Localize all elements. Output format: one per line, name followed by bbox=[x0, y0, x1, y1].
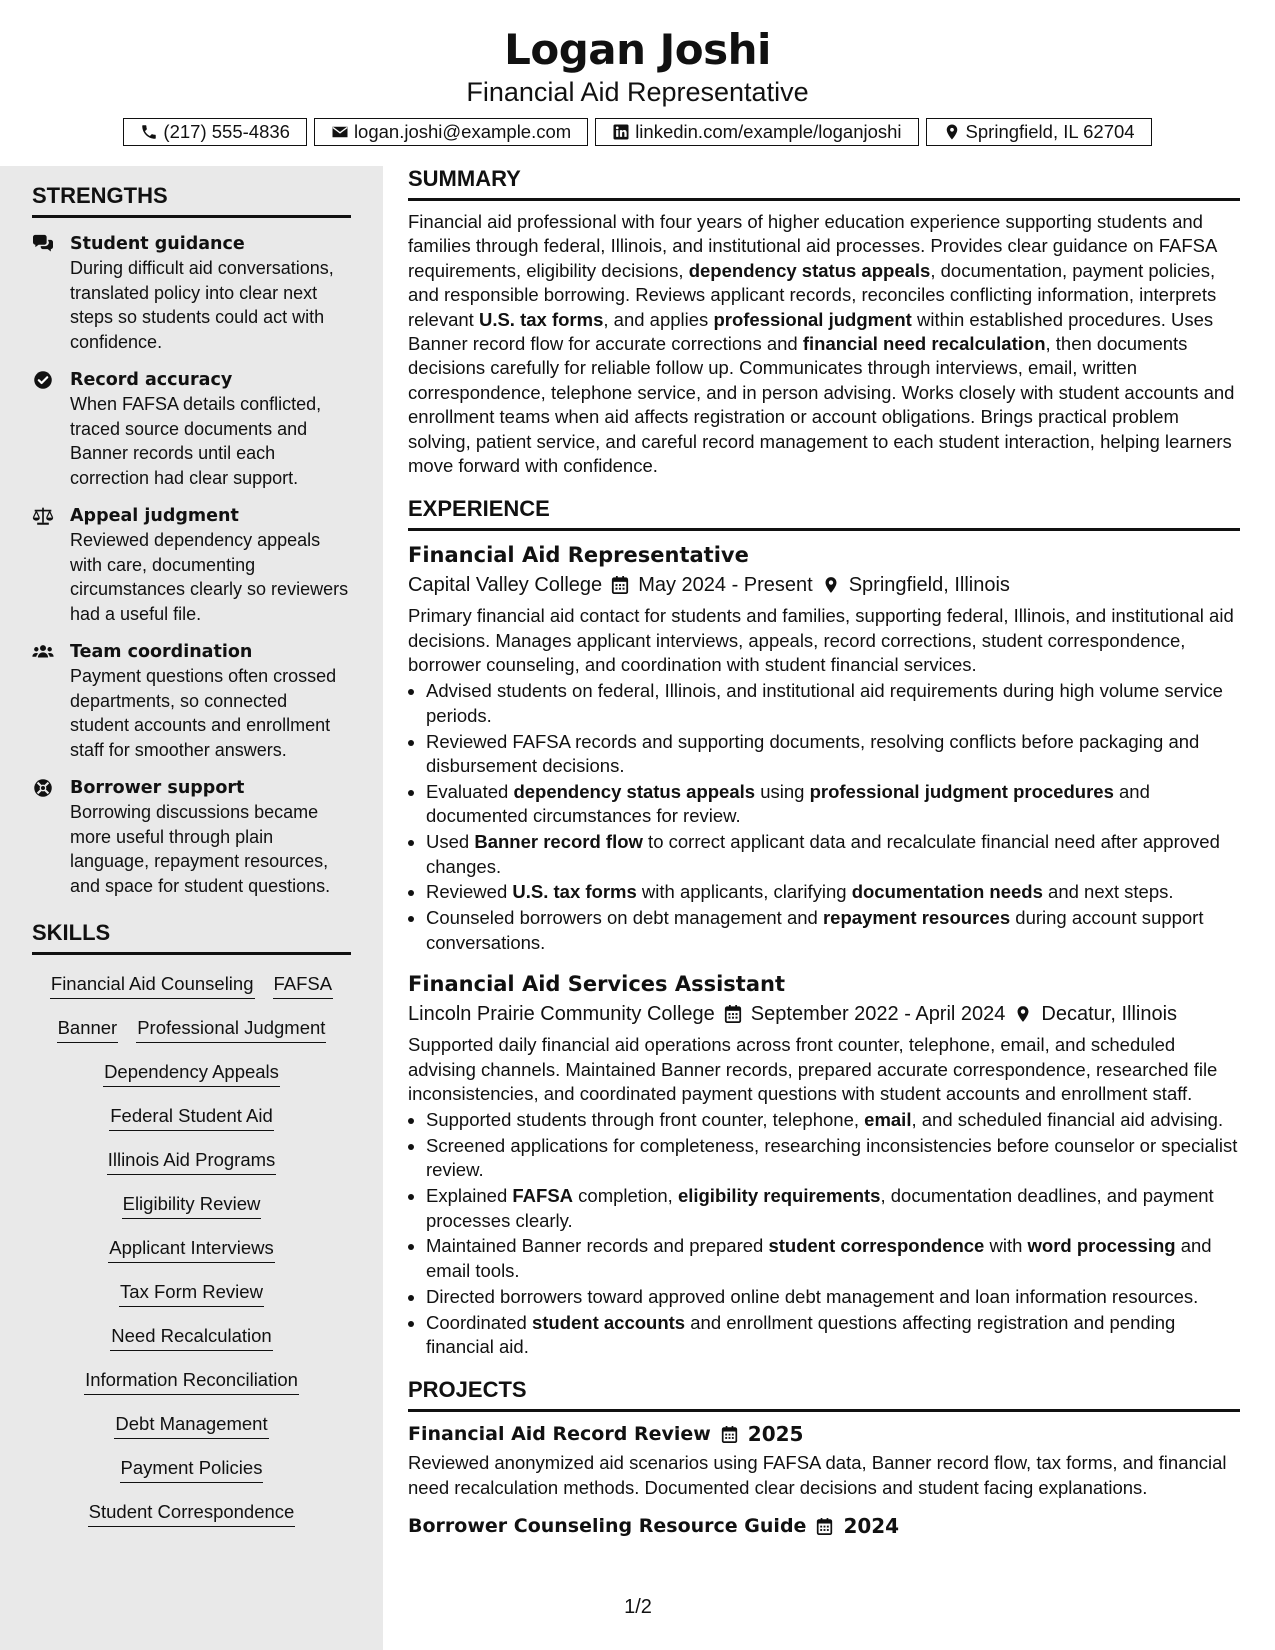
text-run: with bbox=[984, 1235, 1028, 1257]
strength-description: Payment questions often crossed departments, so connected student accounts and enrollment staff for smoother answers. bbox=[70, 666, 337, 760]
text-run: Counseled borrowers on debt management and bbox=[426, 907, 823, 929]
job-dates: May 2024 - Present bbox=[638, 574, 813, 597]
text-run: Used bbox=[426, 831, 475, 853]
contact-location-text: Springfield, IL 62704 bbox=[965, 121, 1135, 142]
job-meta bbox=[408, 999, 1240, 1029]
contact-linkedin[interactable] bbox=[595, 118, 918, 146]
strength-body bbox=[70, 640, 351, 762]
job-bullets bbox=[408, 679, 1240, 955]
skill-tag: Information Reconciliation bbox=[84, 1368, 299, 1395]
job-entry bbox=[408, 969, 1240, 1359]
project-header bbox=[408, 1512, 1240, 1540]
skill-tag: Federal Student Aid bbox=[109, 1104, 274, 1131]
calendar-icon bbox=[721, 1425, 738, 1444]
skill-tag: Debt Management bbox=[114, 1412, 268, 1439]
project-header bbox=[408, 1420, 1240, 1448]
comments-icon bbox=[32, 232, 70, 354]
job-dates: September 2022 - April 2024 bbox=[750, 1003, 1006, 1026]
project-entry bbox=[408, 1512, 1240, 1540]
skills-heading: SKILLS bbox=[32, 920, 351, 955]
check-circle-icon bbox=[32, 368, 70, 490]
text-run: , and applies bbox=[603, 308, 714, 330]
life-ring-icon bbox=[32, 776, 70, 898]
bold-phrase: student accounts bbox=[531, 1311, 686, 1333]
text-run: and enrollment questions affecting registration and pending financial aid. bbox=[426, 1311, 1176, 1358]
bullet-item bbox=[426, 1311, 1240, 1360]
project-title: Borrower Counseling Resource Guide bbox=[408, 1515, 807, 1538]
job-location: Decatur, Illinois bbox=[1041, 1003, 1178, 1026]
job-title: Financial Aid Services Assistant bbox=[408, 972, 785, 997]
calendar-icon bbox=[816, 1517, 833, 1536]
text-run: and email tools. bbox=[426, 1235, 1212, 1281]
project-title: Financial Aid Record Review bbox=[408, 1423, 711, 1446]
skill-tag: Need Recalculation bbox=[110, 1324, 272, 1351]
skill-tag: Financial Aid Counseling bbox=[50, 972, 255, 999]
page-number: 1/2 bbox=[624, 1596, 652, 1618]
users-icon bbox=[32, 640, 70, 762]
bold-phrase: FAFSA bbox=[512, 1185, 574, 1207]
main-content bbox=[408, 166, 1240, 1540]
text-run: and next steps. bbox=[1042, 881, 1174, 903]
project-year: 2024 bbox=[843, 1514, 900, 1539]
bold-phrase: U.S. tax forms bbox=[478, 308, 604, 330]
skill-tag: Dependency Appeals bbox=[103, 1060, 280, 1087]
contact-location[interactable] bbox=[926, 118, 1152, 146]
strength-item bbox=[32, 232, 351, 354]
job-company: Lincoln Prairie Community College bbox=[408, 1003, 715, 1026]
text-run: to correct applicant data and recalculate financial need after approved changes. bbox=[426, 831, 1220, 877]
text-run: Screened applications for completeness, researching inconsistencies before counselor or specialist review. bbox=[426, 1134, 1238, 1181]
strength-title: Student guidance bbox=[70, 234, 245, 254]
text-run: Supported students through front counter, telephone, bbox=[426, 1108, 865, 1130]
strength-title: Record accuracy bbox=[70, 370, 233, 390]
text-run: within established procedures. Uses Banner record flow for accurate corrections and bbox=[408, 308, 1214, 355]
bold-phrase: eligibility requirements bbox=[677, 1185, 881, 1207]
job-meta bbox=[408, 570, 1240, 600]
skill-tag: Banner bbox=[57, 1016, 119, 1043]
text-run: Advised students on federal, Illinois, and institutional aid requirements during high volume service periods. bbox=[426, 680, 1223, 726]
bullet-item bbox=[426, 1134, 1240, 1183]
skill-tag: Professional Judgment bbox=[136, 1016, 326, 1043]
bold-phrase: email bbox=[864, 1108, 912, 1130]
strength-item bbox=[32, 368, 351, 490]
skill-tag: Illinois Aid Programs bbox=[107, 1148, 277, 1175]
bullet-item bbox=[426, 830, 1240, 879]
text-run: with applicants, clarifying bbox=[636, 881, 852, 903]
bold-phrase: word processing bbox=[1027, 1235, 1176, 1257]
summary-heading: SUMMARY bbox=[408, 166, 1240, 201]
text-run: Financial aid professional with four years of higher education experience supporting students and families through federal, Illinois, and institutional aid processes. Provides clear guidance on FAFSA requirements, eligibility decisions, bbox=[408, 211, 1217, 281]
calendar-icon bbox=[724, 1004, 742, 1024]
bullet-item bbox=[426, 679, 1240, 728]
text-run: using bbox=[755, 780, 810, 802]
envelope-icon bbox=[331, 123, 349, 141]
text-run: and documented circumstances for review. bbox=[426, 780, 1150, 827]
strength-title: Appeal judgment bbox=[70, 506, 239, 526]
strengths-list bbox=[32, 232, 351, 898]
job-location: Springfield, Illinois bbox=[848, 574, 1010, 597]
linkedin-icon bbox=[612, 123, 630, 141]
map-marker-icon bbox=[1014, 1004, 1032, 1024]
bullet-item bbox=[426, 1108, 1240, 1132]
text-run: during account support conversations. bbox=[426, 907, 1204, 953]
bullet-item bbox=[426, 780, 1240, 829]
bullet-item bbox=[426, 1184, 1240, 1233]
job-entry bbox=[408, 540, 1240, 955]
strength-body bbox=[70, 368, 351, 490]
project-year: 2025 bbox=[747, 1422, 804, 1447]
text-run: Reviewed FAFSA records and supporting documents, resolving conflicts before packaging and disbursement decisions. bbox=[426, 730, 1200, 776]
text-run: Directed borrowers toward approved online debt management and loan information resources. bbox=[426, 1285, 1199, 1307]
bold-phrase: financial need recalculation bbox=[802, 333, 1046, 355]
text-run: , documentation deadlines, and payment processes clearly. bbox=[426, 1185, 1214, 1231]
skill-tag: Student Correspondence bbox=[88, 1500, 296, 1527]
map-marker-icon bbox=[822, 575, 840, 595]
strength-description: During difficult aid conversations, translated policy into clear next steps so students could act with confidence. bbox=[70, 258, 334, 352]
strength-item bbox=[32, 640, 351, 762]
text-run: Maintained Banner records and prepared bbox=[426, 1235, 769, 1257]
project-entry bbox=[408, 1420, 1240, 1500]
strength-description: When FAFSA details conflicted, traced source documents and Banner records until each correction had clear support. bbox=[70, 394, 322, 488]
bullet-item bbox=[426, 1285, 1240, 1309]
contact-phone-text: (217) 555-4836 bbox=[163, 121, 290, 142]
resume-header bbox=[0, 0, 1275, 146]
text-run: completion, bbox=[573, 1185, 678, 1207]
bold-phrase: repayment resources bbox=[822, 907, 1011, 929]
bold-phrase: professional judgment bbox=[713, 308, 912, 330]
projects-list bbox=[408, 1420, 1240, 1540]
experience-list bbox=[408, 540, 1240, 1359]
contact-email-text: logan.joshi@example.com bbox=[353, 121, 572, 142]
skill-tag: Payment Policies bbox=[120, 1456, 264, 1483]
skills-list bbox=[32, 972, 351, 1527]
bullet-item bbox=[426, 730, 1240, 779]
summary-text bbox=[408, 210, 1240, 478]
strength-description: Borrowing discussions became more useful through plain language, repayment resources, and space for student questions. bbox=[70, 802, 331, 896]
candidate-title: Financial Aid Representative bbox=[466, 77, 809, 107]
text-run: , documentation, payment policies, and responsible borrowing. Reviews applicant records, reconciles conflicting information, interprets relevant bbox=[408, 259, 1217, 330]
projects-heading: PROJECTS bbox=[408, 1377, 1240, 1412]
strength-item bbox=[32, 776, 351, 898]
phone-icon bbox=[140, 123, 158, 141]
job-title: Financial Aid Representative bbox=[408, 543, 749, 568]
job-description: Supported daily financial aid operations across front counter, telephone, email, and scheduled advising channels. Maintained Banner records, prepared accurate correspondence, researched file inconsistencies, and coordinated payment questions with student accounts and enrollment staff. bbox=[408, 1034, 1218, 1104]
candidate-name: Logan Joshi bbox=[504, 25, 771, 74]
job-bullets bbox=[408, 1108, 1240, 1360]
job-company: Capital Valley College bbox=[408, 574, 603, 597]
bullet-item bbox=[426, 880, 1240, 904]
text-run: Coordinated bbox=[426, 1311, 532, 1333]
text-run: , then documents decisions carefully for reliable follow up. Communicates through interviews, email, written correspondence, telephone service, and in person advising. Works closely with student accounts and enrollment teams when aid affects registration or account obligations. Brings practical problem solving, patient service, and careful record management to each student interaction, helping learners move forward with confidence. bbox=[408, 333, 1235, 477]
skill-tag: Applicant Interviews bbox=[108, 1236, 275, 1263]
bold-phrase: dependency status appeals bbox=[688, 259, 931, 281]
balance-scale-icon bbox=[32, 504, 70, 626]
text-run: , and scheduled financial aid advising. bbox=[911, 1108, 1224, 1130]
bold-phrase: professional judgment procedures bbox=[809, 780, 1114, 802]
calendar-icon bbox=[611, 575, 629, 595]
bold-phrase: student correspondence bbox=[768, 1235, 985, 1257]
text-run: Explained bbox=[426, 1185, 513, 1207]
map-marker-icon bbox=[943, 123, 961, 141]
strength-body bbox=[70, 232, 351, 354]
strength-description: Reviewed dependency appeals with care, documenting circumstances clearly so reviewers had a useful file. bbox=[70, 530, 349, 624]
job-description: Primary financial aid contact for students and families, supporting federal, Illinois, and institutional aid decisions. Manages applicant interviews, appeals, record corrections, student correspondence, borrower counseling, and coordination with student financial services. bbox=[408, 605, 1234, 676]
experience-heading: EXPERIENCE bbox=[408, 496, 1240, 531]
contact-linkedin-text: linkedin.com/example/loganjoshi bbox=[635, 121, 902, 142]
project-description: Reviewed anonymized aid scenarios using FAFSA data, Banner record flow, tax forms, and financial need recalculation methods. Documented clear decisions and student facing explanations. bbox=[408, 1452, 1227, 1498]
text-run: Evaluated bbox=[426, 780, 514, 802]
strength-title: Team coordination bbox=[70, 642, 253, 662]
bullet-item bbox=[426, 1234, 1240, 1283]
contact-email[interactable] bbox=[314, 118, 588, 146]
contact-bar bbox=[0, 118, 1275, 146]
skill-tag: Tax Form Review bbox=[119, 1280, 264, 1307]
bold-phrase: Banner record flow bbox=[474, 831, 643, 853]
skill-tag: FAFSA bbox=[273, 972, 334, 999]
strength-title: Borrower support bbox=[70, 778, 245, 798]
bold-phrase: U.S. tax forms bbox=[512, 881, 637, 903]
strength-body bbox=[70, 504, 351, 626]
text-run: Reviewed bbox=[426, 881, 513, 903]
bullet-item bbox=[426, 906, 1240, 955]
strengths-heading: STRENGTHS bbox=[32, 183, 351, 218]
sidebar bbox=[0, 166, 383, 1650]
bold-phrase: documentation needs bbox=[851, 881, 1043, 903]
strength-item bbox=[32, 504, 351, 626]
contact-phone[interactable] bbox=[123, 118, 307, 146]
bold-phrase: dependency status appeals bbox=[513, 780, 756, 802]
skill-tag: Eligibility Review bbox=[122, 1192, 262, 1219]
strength-body bbox=[70, 776, 351, 898]
